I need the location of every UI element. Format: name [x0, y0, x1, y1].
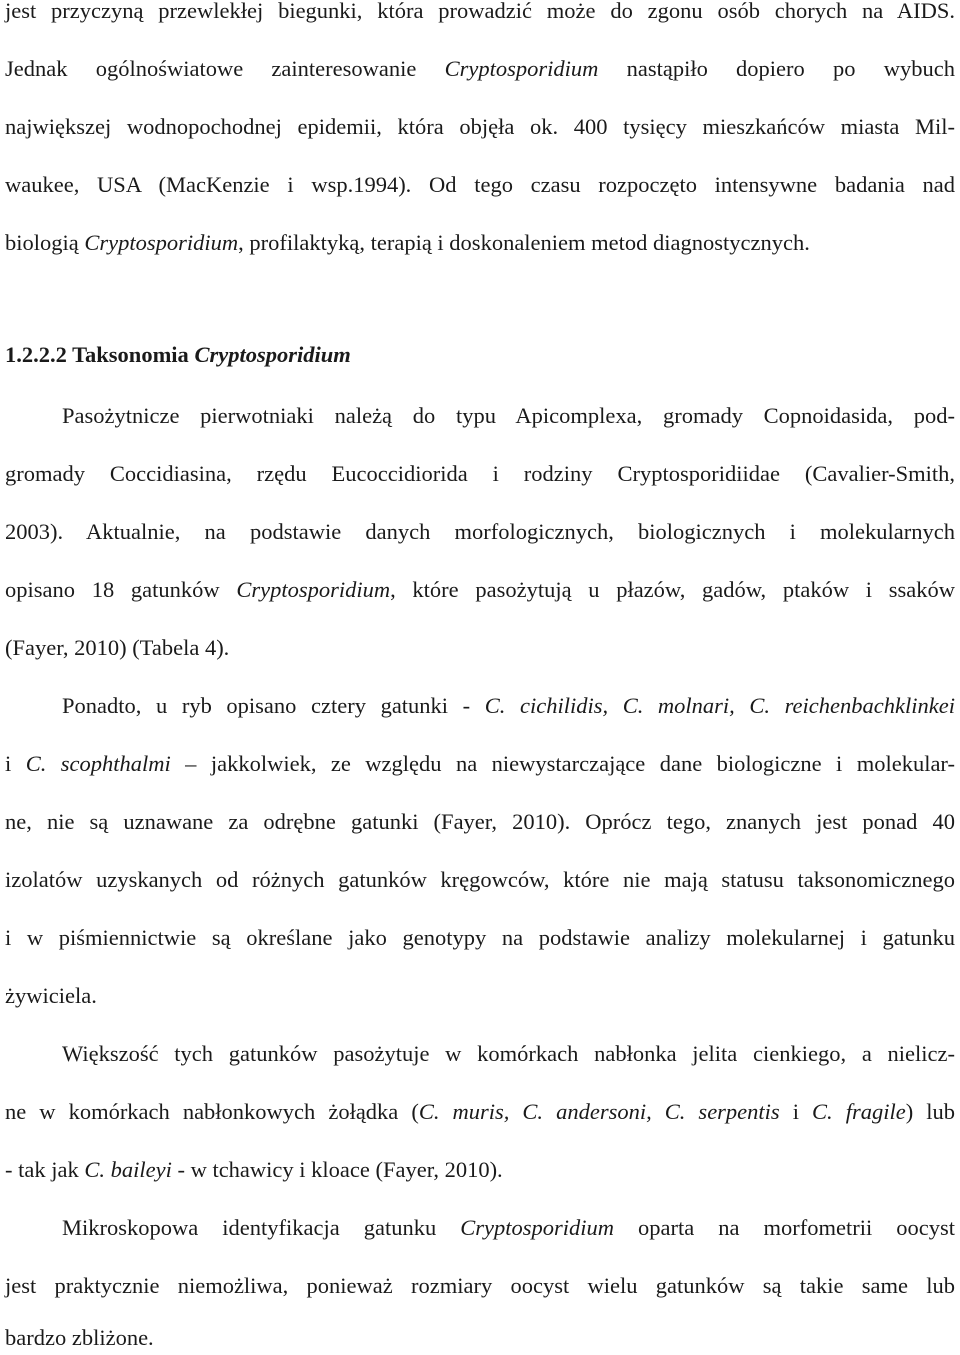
text-span: jest praktycznie niemożliwa, ponieważ rozmiary oocyst wielu gatunków są takie same lub [5, 1273, 955, 1298]
paragraph-2-line-3 [5, 518, 955, 546]
genus-name: Cryptosporidium [444, 56, 599, 81]
species-name: C. baileyi [84, 1157, 172, 1182]
paragraph-3-line-2 [5, 750, 955, 778]
species-name: C. fragile [812, 1099, 906, 1124]
paragraph-1-line-4 [5, 171, 955, 199]
text-span: (Fayer, 2010) (Tabela 4). [5, 635, 230, 660]
text-span: największej wodnopochodnej epidemii, która objęła ok. 400 tysięcy mieszkańców miasta Mil- [5, 114, 955, 139]
text-span: , profilaktyką, terapią i doskonaleniem metod diagnostycznych. [238, 230, 810, 255]
text-span: żywiciela. [5, 983, 97, 1008]
text-span: – jakkolwiek, ze względu na niewystarczające dane biologiczne i molekular- [170, 751, 955, 776]
text-span: - w tchawicy i kloace (Fayer, 2010). [171, 1157, 503, 1182]
paragraph-4-line-1 [62, 1040, 955, 1068]
section-heading [5, 341, 955, 369]
text-span: i w piśmiennictwie są określane jako genotypy na podstawie analizy molekularnej i gatunku [5, 925, 955, 950]
text-span: - tak jak [5, 1157, 85, 1182]
text-span: Większość tych gatunków pasożytuje w komórkach nabłonka jelita cienkiego, a nielicz- [62, 1041, 955, 1066]
text-span: Ponadto, u ryb opisano cztery gatunki - [62, 693, 485, 718]
text-span: opisano 18 gatunków [5, 577, 237, 602]
genus-name: Cryptosporidium [236, 577, 391, 602]
paragraph-3-line-4 [5, 866, 955, 894]
text-span: izolatów uzyskanych od różnych gatunków kręgowców, które nie mają statusu taksonomicznego [5, 867, 955, 892]
paragraph-2-line-1 [62, 402, 955, 430]
paragraph-3-line-6 [5, 982, 955, 1010]
text-span: Jednak ogólnoświatowe zainteresowanie [5, 56, 445, 81]
text-span: ) lub [905, 1099, 955, 1124]
text-span: Mikroskopowa identyfikacja gatunku [62, 1215, 461, 1240]
paragraph-5-line-1 [62, 1214, 955, 1242]
paragraph-1-line-5 [5, 229, 955, 257]
text-span: bardzo zbliżone. [5, 1325, 154, 1350]
text-span: ne, nie są uznawane za odrębne gatunki (Fayer, 2010). Oprócz tego, znanych jest ponad 40 [5, 809, 955, 834]
species-names: C. muris, C. andersoni, C. serpentis [418, 1099, 780, 1124]
paragraph-4-line-3 [5, 1156, 955, 1184]
text-span: 2003). Aktualnie, na podstawie danych morfologicznych, biologicznych i molekularnych [5, 519, 955, 544]
paragraph-5-line-3 [5, 1324, 955, 1352]
text-span: ne w komórkach nabłonkowych żołądka ( [5, 1099, 419, 1124]
species-name: C. scophthalmi [25, 751, 171, 776]
paragraph-2-line-4 [5, 576, 955, 604]
text-span: gromady Coccidiasina, rzędu Eucoccidiorida i rodziny Cryptosporidiidae (Cavalier-Smith, [5, 461, 955, 486]
text-span: oparta na morfometrii oocyst [614, 1215, 955, 1240]
paragraph-5-line-2 [5, 1272, 955, 1300]
genus-name: Cryptosporidium [84, 230, 239, 255]
text-span: waukee, USA (MacKenzie i wsp.1994). Od tego czasu rozpoczęto intensywne badania nad [5, 172, 955, 197]
heading-label: 1.2.2.2 Taksonomia [5, 342, 195, 367]
paragraph-2-line-2 [5, 460, 955, 488]
paragraph-3-line-5 [5, 924, 955, 952]
paragraph-1-line-1 [5, 0, 955, 25]
text-span: nastąpiło dopiero po wybuch [598, 56, 955, 81]
species-names: C. cichilidis, C. molnari, C. reichenbachklinkei [484, 693, 955, 718]
paragraph-3-line-3 [5, 808, 955, 836]
text-span: biologią [5, 230, 85, 255]
genus-name: Cryptosporidium [460, 1215, 614, 1240]
text-span: i [5, 751, 26, 776]
text-span: jest przyczyną przewlekłej biegunki, która prowadzić może do zgonu osób chorych na AIDS. [5, 0, 955, 23]
paragraph-1-line-3 [5, 113, 955, 141]
text-span: Pasożytnicze pierwotniaki należą do typu Apicomplexa, gromady Copnoidasida, pod- [62, 403, 955, 428]
paragraph-3-line-1 [62, 692, 955, 720]
paragraph-2-line-5 [5, 634, 955, 662]
text-span: , które pasożytują u płazów, gadów, ptaków i ssaków [390, 577, 955, 602]
paragraph-4-line-2 [5, 1098, 955, 1126]
paragraph-1-line-2 [5, 55, 955, 83]
text-span: i [779, 1099, 813, 1124]
heading-genus: Cryptosporidium [194, 342, 351, 367]
